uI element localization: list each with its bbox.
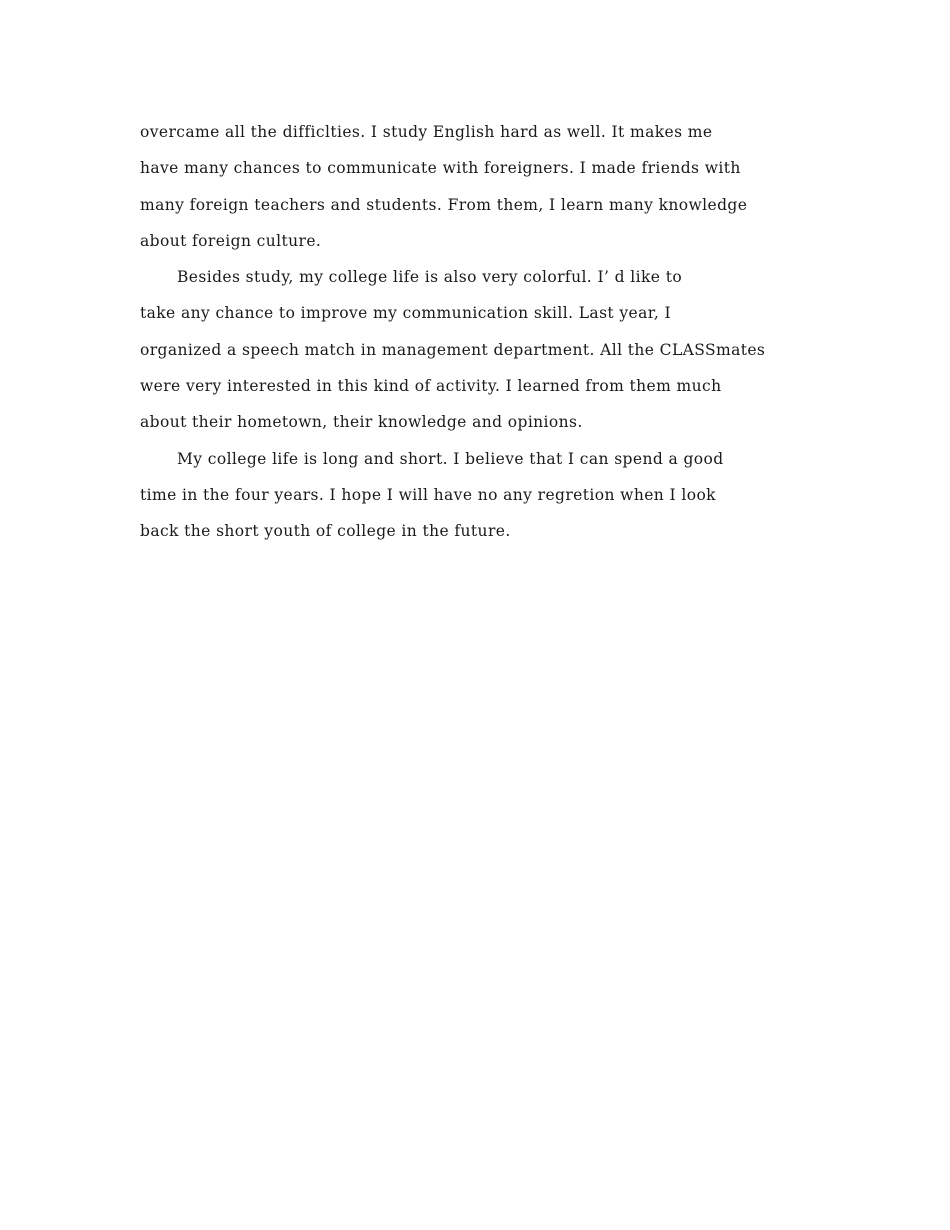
text-line: about foreign culture. xyxy=(140,231,322,250)
paragraph-1 xyxy=(140,114,820,259)
text-line: Besides study, my college life is also very colorful. I’ d like to xyxy=(177,268,683,287)
text-line: have many chances to communicate with foreigners. I made friends with xyxy=(140,159,741,178)
text-line: about their hometown, their knowledge and opinions. xyxy=(140,413,583,432)
paragraph-3 xyxy=(140,441,820,550)
text-line: many foreign teachers and students. From them, I learn many knowledge xyxy=(140,195,748,214)
text-line: back the short youth of college in the future. xyxy=(140,522,511,541)
document-body xyxy=(140,114,820,550)
text-line: time in the four years. I hope I will have no any regretion when I look xyxy=(140,485,716,504)
text-line: overcame all the difficlties. I study English hard as well. It makes me xyxy=(140,123,713,141)
text-line: were very interested in this kind of activity. I learned from them much xyxy=(140,377,722,396)
text-line: My college life is long and short. I believe that I can spend a good xyxy=(177,449,724,468)
text-line: take any chance to improve my communication skill. Last year, I xyxy=(140,304,672,323)
text-line: organized a speech match in management department. All the CLASSmates xyxy=(140,340,766,359)
paragraph-2 xyxy=(140,259,820,440)
